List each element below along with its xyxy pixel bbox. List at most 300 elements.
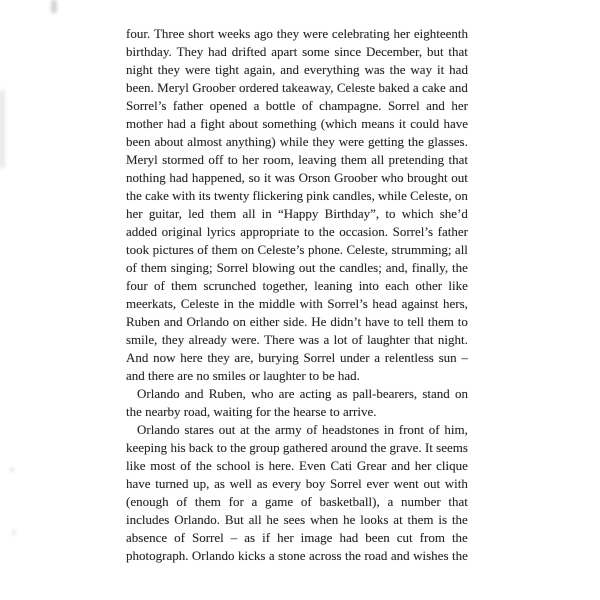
- word: scrunched: [203, 278, 257, 293]
- page-text: [126, 25, 468, 565]
- text-line: [126, 43, 468, 61]
- word: were: [338, 134, 365, 149]
- word: acting: [299, 386, 332, 401]
- word: lyrics: [206, 224, 236, 239]
- word: since: [334, 44, 362, 59]
- text-line: [126, 295, 468, 313]
- word: December,: [365, 44, 423, 59]
- word: appropriate: [240, 224, 300, 239]
- word: while: [279, 134, 309, 149]
- word: he: [343, 512, 356, 527]
- word: in: [261, 206, 272, 221]
- word: Grear: [356, 458, 387, 473]
- word: stares: [184, 422, 214, 437]
- word: anything): [225, 134, 276, 149]
- word: head: [372, 296, 397, 311]
- word: middle: [258, 296, 295, 311]
- word: have: [126, 476, 151, 491]
- word: and: [163, 314, 183, 329]
- word: about: [154, 134, 184, 149]
- word: road: [364, 548, 388, 563]
- word: as: [336, 386, 348, 401]
- word: There: [264, 332, 295, 347]
- word: bottle: [265, 98, 296, 113]
- paragraph: [126, 421, 468, 565]
- word: stand: [422, 386, 450, 401]
- word: It: [424, 440, 433, 455]
- word: are,: [234, 350, 254, 365]
- word: him,: [444, 422, 468, 437]
- word: were: [184, 62, 211, 77]
- word: pall-bearers,: [352, 386, 418, 401]
- word: Birthday”,: [324, 206, 380, 221]
- word: had: [167, 116, 186, 131]
- word: up,: [193, 476, 210, 491]
- word: her: [277, 530, 294, 545]
- word: Ruben,: [208, 386, 246, 401]
- word: its: [198, 188, 211, 203]
- word: –: [230, 530, 238, 545]
- word: wishes: [413, 548, 449, 563]
- word: four.: [126, 26, 151, 41]
- word: some: [302, 44, 330, 59]
- text-line: [126, 169, 468, 187]
- word: the: [319, 260, 336, 275]
- word: cake: [145, 188, 169, 203]
- text-line: [126, 547, 468, 565]
- word: which: [401, 206, 434, 221]
- word: was: [274, 170, 295, 185]
- word: the: [238, 296, 255, 311]
- word: opened: [209, 98, 248, 113]
- word: Orson: [298, 170, 331, 185]
- word: the: [126, 188, 142, 203]
- word: under: [339, 350, 370, 365]
- word: as: [214, 476, 225, 491]
- word: of: [300, 494, 312, 509]
- word: hers,: [443, 296, 468, 311]
- word: could: [410, 116, 440, 131]
- word: pictures: [152, 242, 194, 257]
- word: against: [401, 296, 439, 311]
- word: as: [244, 530, 256, 545]
- word: finally,: [411, 260, 449, 275]
- word: ever: [366, 476, 389, 491]
- word: out: [218, 422, 236, 437]
- word: meerkats,: [126, 296, 177, 311]
- text-line: the nearby road, waiting for the hearse to arrive.: [126, 404, 377, 419]
- word: happened,: [191, 170, 245, 185]
- word: the: [230, 440, 247, 455]
- word: of: [301, 98, 313, 113]
- text-line: [126, 475, 468, 493]
- word: the: [254, 422, 271, 437]
- word: and,: [385, 260, 408, 275]
- word: Orlando: [137, 422, 180, 437]
- word: them: [427, 314, 454, 329]
- word: number: [400, 494, 441, 509]
- word: Ruben: [126, 314, 160, 329]
- word: have: [365, 314, 390, 329]
- word: drifted: [231, 44, 267, 59]
- word: and: [391, 458, 411, 473]
- word: in: [383, 422, 394, 437]
- word: them: [140, 260, 167, 275]
- word: the: [452, 260, 468, 275]
- paragraph: [126, 25, 468, 385]
- word: the: [451, 512, 468, 527]
- word: strumming;: [391, 242, 452, 257]
- word: pretending: [388, 152, 445, 167]
- word: them: [171, 278, 198, 293]
- word: that: [448, 152, 468, 167]
- word: almost: [187, 134, 222, 149]
- word: of: [176, 494, 188, 509]
- word: everything: [303, 62, 360, 77]
- word: her: [393, 26, 411, 41]
- text-line: [126, 457, 468, 475]
- text-line: [126, 421, 468, 439]
- word: them: [210, 206, 237, 221]
- word: of: [180, 458, 192, 473]
- word: eighteenth: [413, 26, 468, 41]
- word: to: [393, 314, 404, 329]
- word: something: [262, 116, 317, 131]
- word: on: [454, 188, 468, 203]
- word: (which: [320, 116, 357, 131]
- word: in: [223, 296, 234, 311]
- word: across: [309, 548, 342, 563]
- word: includes: [126, 512, 170, 527]
- word: side.: [283, 314, 308, 329]
- text-line: [126, 97, 468, 115]
- word: were: [302, 26, 329, 41]
- word: champagne.: [319, 98, 382, 113]
- word: of: [428, 422, 440, 437]
- word: her: [451, 98, 468, 113]
- word: with: [172, 188, 196, 203]
- word: out: [423, 476, 441, 491]
- scan-artifact: [51, 0, 57, 13]
- word: twenty: [213, 188, 250, 203]
- word: again,: [243, 62, 276, 77]
- word: with: [299, 296, 323, 311]
- word: of: [126, 260, 137, 275]
- word: the: [389, 62, 406, 77]
- word: sees: [283, 512, 306, 527]
- word: is: [255, 458, 264, 473]
- word: was: [298, 332, 320, 347]
- word: a: [190, 116, 196, 131]
- word: He: [311, 314, 327, 329]
- text-line: [126, 259, 468, 277]
- word: sun: [438, 350, 457, 365]
- word: for: [228, 494, 244, 509]
- word: stormed: [162, 152, 205, 167]
- word: of: [306, 422, 318, 437]
- word: at: [393, 512, 403, 527]
- word: them: [194, 494, 221, 509]
- word: as: [256, 476, 268, 491]
- word: all: [242, 206, 256, 221]
- text-line: [126, 79, 468, 97]
- word: her: [242, 152, 259, 167]
- word: weeks: [217, 26, 251, 41]
- word: kicks: [237, 548, 266, 563]
- word: all: [371, 152, 385, 167]
- word: keeping: [126, 440, 168, 455]
- word: Orlando: [191, 548, 235, 563]
- word: flickering: [252, 188, 304, 203]
- word: leaving: [298, 152, 337, 167]
- word: that: [413, 332, 434, 347]
- word: –: [461, 350, 468, 365]
- word: she’d: [439, 206, 468, 221]
- word: apart: [271, 44, 298, 59]
- word: took: [126, 242, 150, 257]
- word: have: [443, 116, 468, 131]
- text-line: [126, 385, 468, 403]
- word: room,: [263, 152, 294, 167]
- word: father: [172, 98, 204, 113]
- word: of: [174, 530, 185, 545]
- word: on: [232, 314, 246, 329]
- word: laughter: [367, 332, 410, 347]
- word: celebrating: [331, 26, 390, 41]
- text-line: [126, 115, 468, 133]
- word: group: [249, 440, 280, 455]
- word: they: [207, 350, 230, 365]
- word: birthday.: [126, 44, 172, 59]
- word: “Happy: [278, 206, 319, 221]
- word: the: [344, 548, 361, 563]
- word: school: [216, 458, 251, 473]
- word: front: [398, 422, 425, 437]
- word: a: [268, 548, 275, 563]
- word: means: [361, 116, 395, 131]
- word: other: [415, 278, 443, 293]
- word: didn’t: [330, 314, 362, 329]
- word: a: [374, 350, 381, 365]
- word: blowing: [252, 260, 295, 275]
- word: (enough: [126, 494, 169, 509]
- word: been: [365, 530, 390, 545]
- word: that: [448, 44, 468, 59]
- word: are: [278, 386, 295, 401]
- word: so: [248, 170, 261, 185]
- word: Sorrel: [191, 530, 224, 545]
- word: been.: [126, 80, 154, 95]
- text-line: [126, 241, 468, 259]
- word: had: [169, 170, 189, 185]
- text-line: [126, 25, 468, 43]
- word: already: [188, 332, 227, 347]
- word: burying: [258, 350, 299, 365]
- word: to: [227, 152, 238, 167]
- word: Celeste,: [410, 188, 452, 203]
- word: Sorrel: [329, 476, 362, 491]
- word: way: [410, 62, 433, 77]
- word: added: [126, 224, 158, 239]
- word: turned: [155, 476, 189, 491]
- word: each: [385, 278, 410, 293]
- word: Cati: [330, 458, 353, 473]
- word: had: [208, 44, 227, 59]
- word: her: [126, 206, 143, 221]
- word: he: [266, 512, 279, 527]
- word: here: [180, 350, 203, 365]
- word: ago: [254, 26, 273, 41]
- word: mother: [126, 116, 163, 131]
- word: ordered: [238, 80, 279, 95]
- word: well: [229, 476, 252, 491]
- word: and: [426, 98, 445, 113]
- word: to: [385, 206, 396, 221]
- word: guitar,: [148, 206, 182, 221]
- word: Sorrel’s: [392, 224, 434, 239]
- word: into: [358, 278, 379, 293]
- word: Groober: [192, 80, 236, 95]
- word: a: [323, 332, 330, 347]
- word: and: [280, 62, 300, 77]
- scan-artifact: [0, 90, 4, 168]
- word: like: [448, 278, 468, 293]
- word: the: [370, 440, 387, 455]
- word: out: [298, 260, 316, 275]
- word: the: [451, 548, 468, 563]
- word: Even: [299, 458, 326, 473]
- word: been: [126, 134, 151, 149]
- text-line: [126, 205, 468, 223]
- word: Celeste: [180, 296, 220, 311]
- word: and: [184, 386, 204, 401]
- word: But: [224, 512, 244, 527]
- word: Orlando.: [174, 512, 221, 527]
- word: gathered: [282, 440, 328, 455]
- text-line: [126, 511, 468, 529]
- text-line: [126, 313, 468, 331]
- scan-artifact: [10, 468, 14, 472]
- word: with: [444, 476, 468, 491]
- word: grave.: [389, 440, 422, 455]
- word: out: [451, 170, 468, 185]
- word: smile,: [126, 332, 158, 347]
- word: either: [249, 314, 280, 329]
- text-line: [126, 493, 468, 511]
- word: of: [197, 242, 209, 257]
- word: Orlando: [137, 386, 180, 401]
- word: at: [240, 422, 250, 437]
- word: they: [276, 26, 300, 41]
- word: together,: [262, 278, 308, 293]
- word: Groober: [334, 170, 378, 185]
- word: of: [153, 278, 165, 293]
- word: tell: [407, 314, 425, 329]
- word: Orlando: [186, 314, 230, 329]
- word: headstones: [322, 422, 380, 437]
- word: all: [454, 242, 468, 257]
- word: Sorrel’s: [327, 296, 368, 311]
- word: were.: [231, 332, 260, 347]
- word: And: [126, 350, 149, 365]
- word: the: [195, 458, 212, 473]
- word: Celeste’s: [257, 242, 305, 257]
- word: original: [161, 224, 203, 239]
- text-line: [126, 331, 468, 349]
- text-line: [126, 529, 468, 547]
- word: every: [272, 476, 302, 491]
- word: led: [188, 206, 204, 221]
- word: a: [412, 80, 419, 95]
- word: Sorrel: [303, 350, 336, 365]
- word: baked: [378, 80, 410, 95]
- word: but: [426, 44, 444, 59]
- word: getting: [367, 134, 405, 149]
- word: looks: [360, 512, 389, 527]
- word: cake: [421, 80, 446, 95]
- word: had: [339, 530, 359, 545]
- word: nothing: [126, 170, 166, 185]
- word: Sorrel: [387, 98, 420, 113]
- word: lot: [333, 332, 348, 347]
- word: father: [437, 224, 468, 239]
- word: who: [251, 386, 274, 401]
- text-line: [126, 187, 468, 205]
- word: They: [176, 44, 204, 59]
- word: it: [263, 170, 272, 185]
- word: is: [438, 512, 448, 527]
- word: game: [265, 494, 294, 509]
- word: her: [414, 458, 432, 473]
- word: glasses.: [427, 134, 468, 149]
- word: army: [274, 422, 302, 437]
- word: seems: [436, 440, 468, 455]
- word: around: [330, 440, 368, 455]
- text-line: [126, 277, 468, 295]
- word: four: [126, 278, 148, 293]
- word: Celeste: [336, 80, 376, 95]
- word: the: [407, 134, 424, 149]
- word: Three: [153, 26, 185, 41]
- word: was: [364, 62, 385, 77]
- word: Meryl: [126, 152, 158, 167]
- word: it: [398, 116, 406, 131]
- word: here.: [268, 458, 295, 473]
- word: night.: [437, 332, 468, 347]
- word: them: [407, 512, 434, 527]
- word: a: [387, 494, 394, 509]
- word: they: [157, 62, 181, 77]
- word: tight: [215, 62, 239, 77]
- word: on: [454, 386, 468, 401]
- word: Sorrel’s: [126, 98, 167, 113]
- word: pink: [306, 188, 330, 203]
- word: them: [211, 242, 238, 257]
- word: a: [251, 494, 258, 509]
- word: brought: [407, 170, 448, 185]
- word: now: [153, 350, 176, 365]
- paragraph: [126, 385, 468, 421]
- word: candles;: [339, 260, 382, 275]
- word: of: [351, 332, 363, 347]
- word: stone: [278, 548, 306, 563]
- text-line: [126, 151, 468, 169]
- word: they: [312, 134, 335, 149]
- word: had: [449, 62, 468, 77]
- word: Celeste,: [346, 242, 388, 257]
- word: Meryl: [157, 80, 189, 95]
- word: photograph.: [126, 548, 189, 563]
